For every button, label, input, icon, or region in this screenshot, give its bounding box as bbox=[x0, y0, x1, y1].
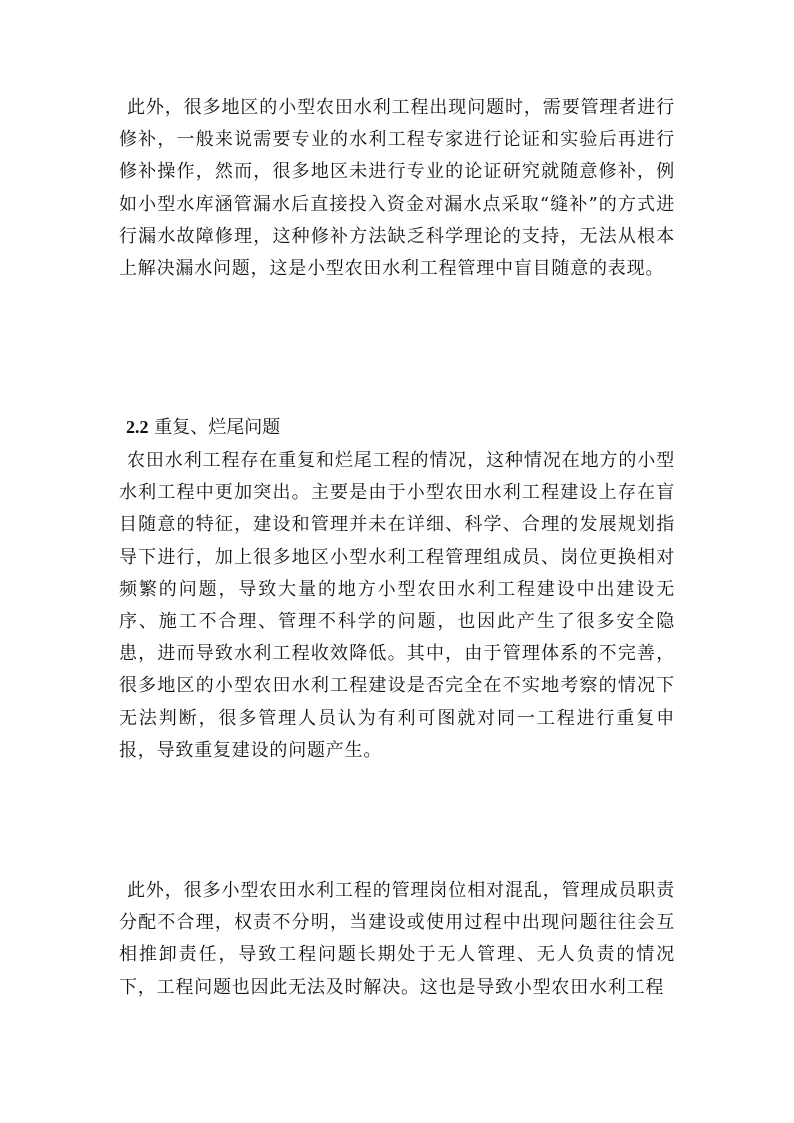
paragraph-management-roles: 此外，很多小型农田水利工程的管理岗位相对混乱，管理成员职责分配不合理，权责不分明，当建设或使用过程中出现问题往往会互相推卸责任，导致工程问题长期处于无人管理、无人负责的情况下，工程问题也因此无法及时解决。这也是导致小型农田水利工程 bbox=[119, 880, 675, 998]
section-heading bbox=[126, 411, 280, 444]
paragraph-duplicate-projects: 农田水利工程存在重复和烂尾工程的情况，这种情况在地方的小型水利工程中更加突出。主要是由于小型农田水利工程建设上存在盲目随意的特征，建设和管理并未在详细、科学、合理的发展规划指导下进行，加上很多地区小型水利工程管理组成员、岗位更换相对频繁的问题，导致大量的地方小型农田水利工程建设中出建设无序、施工不合理、管理不科学的问题，也因此产生了很多安全隐患，进而导致水利工程收效降低。其中，由于管理体系的不完善，很多地区的小型农田水利工程建设是否完全在不实地考察的情况下无法判断，很多管理人员认为有利可图就对同一工程进行重复申报，导致重复建设的问题产生。 bbox=[119, 450, 675, 761]
section-number: 2.2 bbox=[126, 417, 149, 437]
section-title: 重复、烂尾问题 bbox=[148, 417, 281, 438]
paragraph-repair-issues: 此外，很多地区的小型农田水利工程出现问题时，需要管理者进行修补，一般来说需要专业的水利工程专家进行论证和实验后再进行修补操作，然而，很多地区未进行专业的论证研究就随意修补，例如小型水库涵管漏水后直接投入资金对漏水点采取“缝补”的方式进行漏水故障修理，这种修补方法缺乏科学理论的支持，无法从根本上解决漏水问题，这是小型农田水利工程管理中盲目随意的表现。 bbox=[119, 97, 675, 280]
